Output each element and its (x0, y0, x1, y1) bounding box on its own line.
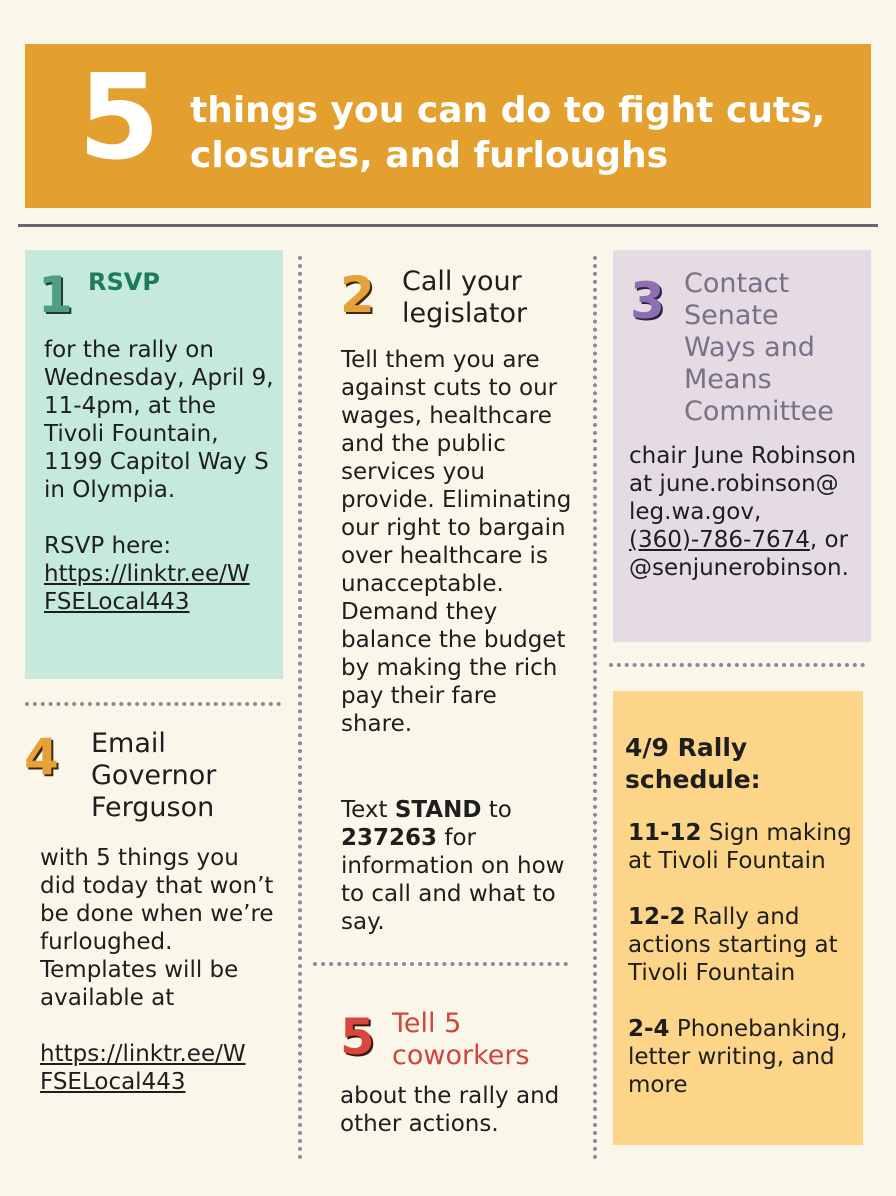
schedule-time: 12-2 (628, 904, 686, 930)
step1-rsvp-link[interactable]: https://linktr.ee/WFSELocal443 (44, 561, 250, 615)
step3-number: 3 (630, 272, 665, 330)
step5-number: 5 (340, 1008, 375, 1066)
step5-heading: Tell 5 coworkers (392, 1008, 530, 1071)
step3-heading: Contact Senate Ways and Means Committee (684, 268, 834, 427)
step4-template-link[interactable]: https://linktr.ee/WFSELocal443 (40, 1041, 246, 1095)
header-divider (18, 224, 878, 227)
divider-step2-step5 (313, 962, 568, 966)
step4-heading: Email Governor Ferguson (91, 728, 217, 823)
schedule-title: 4/9 Rally schedule: (625, 733, 761, 794)
step3-text (629, 442, 865, 582)
schedule-desc: Phonebanking, letter writing, and more (628, 1016, 848, 1098)
step3-text-a: chair June Robinson at june.robinson@ leg.wa.gov, (629, 443, 857, 525)
schedule-desc: Sign making at Tivoli Fountain (628, 820, 852, 874)
step5-text: about the rally and other actions. (340, 1083, 560, 1137)
step4-text: with 5 things you did today that won’t be done when we’re furloughed. Templates will be available at (40, 845, 274, 1011)
step2-shortcode: 237263 (341, 825, 438, 851)
step2-number: 2 (340, 266, 375, 324)
column-divider-left (298, 256, 302, 1160)
step2-text-prefix: Text (341, 797, 388, 823)
schedule-item (628, 903, 856, 987)
column-divider-right (593, 256, 597, 1160)
schedule-time: 11-12 (628, 820, 702, 846)
schedule-item (628, 1015, 856, 1099)
header-title: things you can do to fight cuts, closures, and furloughs (190, 90, 826, 176)
divider-step1-step4 (25, 702, 281, 706)
step2-keyword: STAND (394, 797, 482, 823)
schedule-item (628, 819, 856, 875)
step2-heading: Call your legislator (402, 266, 528, 329)
step1-rsvp-label: RSVP here: (44, 533, 172, 559)
step3-text-b: , or @senjunerobinson. (629, 527, 849, 581)
step1-heading: RSVP (88, 268, 160, 296)
divider-step3-schedule (609, 663, 865, 667)
schedule-desc: Rally and actions starting at Tivoli Fountain (628, 904, 838, 986)
step4-number: 4 (24, 728, 59, 786)
schedule-list (628, 819, 856, 1127)
schedule-time: 2-4 (628, 1016, 670, 1042)
header-number: 5 (78, 48, 161, 186)
step2-to: to (488, 797, 512, 823)
step2-text-instructions (341, 796, 575, 936)
step2-text-suffix: for information on how to call and what to say. (341, 825, 565, 935)
step3-phone-link[interactable]: (360)-786-7674 (629, 527, 810, 553)
step2-text: Tell them you are against cuts to our wages, healthcare and the public services you provide. Eliminating our right to bargain over healthcare is unacceptable. Demand they balance the budget by making the rich pay their fare share. (341, 347, 572, 737)
step1-text: for the rally on Wednesday, April 9, 11-4pm, at the Tivoli Fountain, 1199 Capitol Way S in Olympia. (44, 337, 274, 503)
step1-number: 1 (38, 266, 73, 324)
